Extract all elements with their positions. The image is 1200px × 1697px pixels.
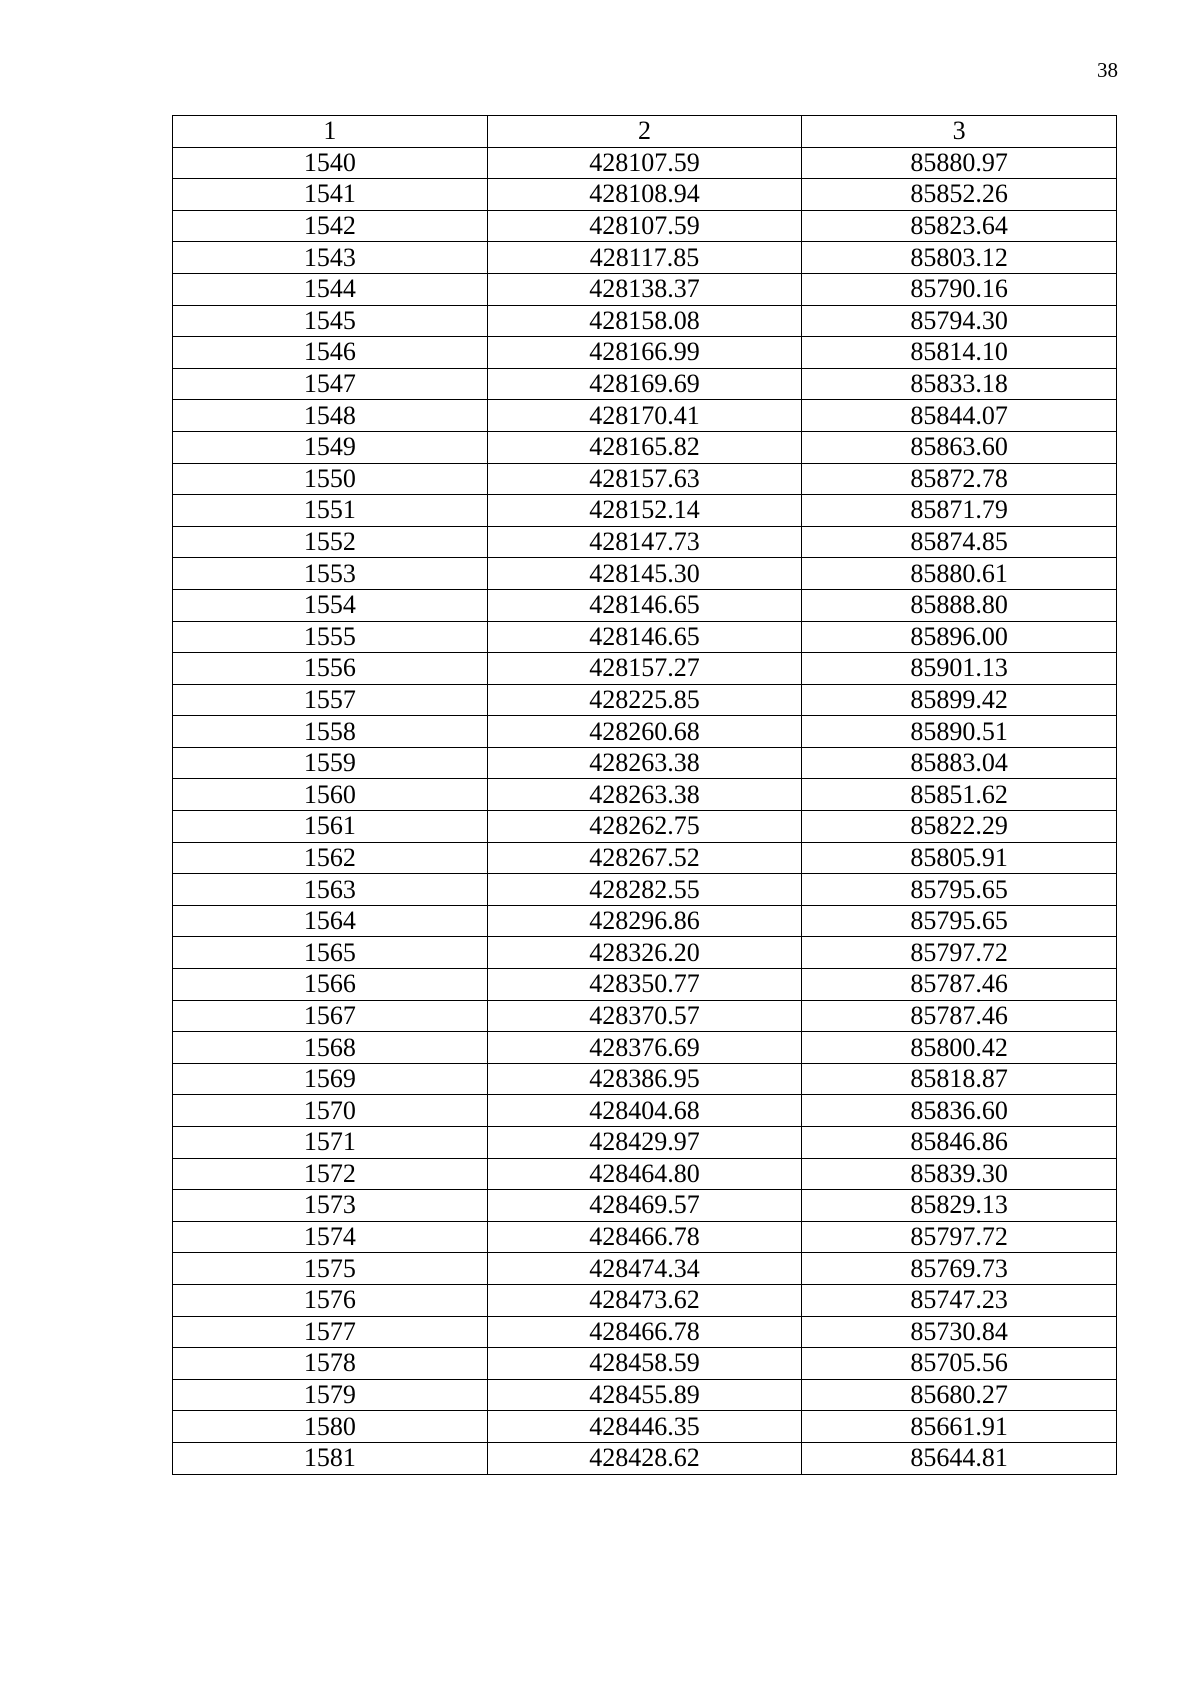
y-coordinate-cell: 85896.00 (802, 621, 1117, 653)
point-number-cell: 1552 (173, 526, 488, 558)
point-number-cell: 1565 (173, 937, 488, 969)
point-number-cell: 1563 (173, 874, 488, 906)
point-number-cell: 1569 (173, 1063, 488, 1095)
x-coordinate-cell: 428458.59 (487, 1348, 802, 1380)
y-coordinate-cell: 85846.86 (802, 1127, 1117, 1159)
table-row (173, 747, 1117, 779)
y-coordinate-cell: 85814.10 (802, 337, 1117, 369)
x-coordinate-cell: 428455.89 (487, 1379, 802, 1411)
table-row (173, 1063, 1117, 1095)
y-coordinate-cell: 85839.30 (802, 1158, 1117, 1190)
table-row (173, 1316, 1117, 1348)
x-coordinate-cell: 428107.59 (487, 147, 802, 179)
x-coordinate-cell: 428469.57 (487, 1190, 802, 1222)
x-coordinate-cell: 428146.65 (487, 621, 802, 653)
y-coordinate-cell: 85852.26 (802, 179, 1117, 211)
y-coordinate-cell: 85880.61 (802, 558, 1117, 590)
x-coordinate-cell: 428146.65 (487, 589, 802, 621)
y-coordinate-cell: 85874.85 (802, 526, 1117, 558)
y-coordinate-cell: 85661.91 (802, 1411, 1117, 1443)
point-number-cell: 1544 (173, 273, 488, 305)
x-coordinate-cell: 428262.75 (487, 811, 802, 843)
x-coordinate-cell: 428282.55 (487, 874, 802, 906)
y-coordinate-cell: 85883.04 (802, 747, 1117, 779)
y-coordinate-cell: 85818.87 (802, 1063, 1117, 1095)
point-number-cell: 1556 (173, 653, 488, 685)
point-number-cell: 1549 (173, 431, 488, 463)
table-row (173, 463, 1117, 495)
point-number-cell: 1579 (173, 1379, 488, 1411)
y-coordinate-cell: 85787.46 (802, 969, 1117, 1001)
y-coordinate-cell: 85795.65 (802, 905, 1117, 937)
point-number-cell: 1574 (173, 1221, 488, 1253)
point-number-cell: 1566 (173, 969, 488, 1001)
table-row (173, 273, 1117, 305)
point-number-cell: 1568 (173, 1032, 488, 1064)
y-coordinate-cell: 85823.64 (802, 210, 1117, 242)
point-number-cell: 1558 (173, 716, 488, 748)
x-coordinate-cell: 428165.82 (487, 431, 802, 463)
x-coordinate-cell: 428473.62 (487, 1284, 802, 1316)
x-coordinate-cell: 428428.62 (487, 1442, 802, 1474)
table-row (173, 842, 1117, 874)
table-row (173, 874, 1117, 906)
point-number-cell: 1560 (173, 779, 488, 811)
x-coordinate-cell: 428225.85 (487, 684, 802, 716)
point-number-cell: 1576 (173, 1284, 488, 1316)
y-coordinate-cell: 85805.91 (802, 842, 1117, 874)
point-number-cell: 1542 (173, 210, 488, 242)
x-coordinate-cell: 428263.38 (487, 747, 802, 779)
x-coordinate-cell: 428145.30 (487, 558, 802, 590)
x-coordinate-cell: 428138.37 (487, 273, 802, 305)
table-row (173, 653, 1117, 685)
point-number-cell: 1543 (173, 242, 488, 274)
column-header-1: 1 (173, 116, 488, 148)
x-coordinate-cell: 428474.34 (487, 1253, 802, 1285)
y-coordinate-cell: 85829.13 (802, 1190, 1117, 1222)
table-row (173, 684, 1117, 716)
point-number-cell: 1554 (173, 589, 488, 621)
y-coordinate-cell: 85747.23 (802, 1284, 1117, 1316)
x-coordinate-cell: 428170.41 (487, 400, 802, 432)
table-row (173, 1411, 1117, 1443)
y-coordinate-cell: 85844.07 (802, 400, 1117, 432)
x-coordinate-cell: 428370.57 (487, 1000, 802, 1032)
x-coordinate-cell: 428446.35 (487, 1411, 802, 1443)
table-row (173, 368, 1117, 400)
table-row (173, 526, 1117, 558)
x-coordinate-cell: 428166.99 (487, 337, 802, 369)
table-row (173, 779, 1117, 811)
point-number-cell: 1540 (173, 147, 488, 179)
y-coordinate-cell: 85800.42 (802, 1032, 1117, 1064)
table-row (173, 811, 1117, 843)
table-row (173, 558, 1117, 590)
point-number-cell: 1545 (173, 305, 488, 337)
y-coordinate-cell: 85797.72 (802, 937, 1117, 969)
table-row (173, 337, 1117, 369)
y-coordinate-cell: 85644.81 (802, 1442, 1117, 1474)
x-coordinate-cell: 428376.69 (487, 1032, 802, 1064)
table-row (173, 1284, 1117, 1316)
y-coordinate-cell: 85880.97 (802, 147, 1117, 179)
x-coordinate-cell: 428466.78 (487, 1316, 802, 1348)
y-coordinate-cell: 85871.79 (802, 495, 1117, 527)
x-coordinate-cell: 428267.52 (487, 842, 802, 874)
table-row (173, 1000, 1117, 1032)
point-number-cell: 1553 (173, 558, 488, 590)
y-coordinate-cell: 85901.13 (802, 653, 1117, 685)
table-row (173, 242, 1117, 274)
y-coordinate-cell: 85836.60 (802, 1095, 1117, 1127)
y-coordinate-cell: 85833.18 (802, 368, 1117, 400)
table-row (173, 179, 1117, 211)
table-row (173, 969, 1117, 1001)
x-coordinate-cell: 428296.86 (487, 905, 802, 937)
table-row (173, 1442, 1117, 1474)
y-coordinate-cell: 85769.73 (802, 1253, 1117, 1285)
point-number-cell: 1546 (173, 337, 488, 369)
header-row (173, 116, 1117, 148)
point-number-cell: 1571 (173, 1127, 488, 1159)
y-coordinate-cell: 85680.27 (802, 1379, 1117, 1411)
table-row (173, 1348, 1117, 1380)
table-row (173, 400, 1117, 432)
table-body (173, 147, 1117, 1474)
x-coordinate-cell: 428169.69 (487, 368, 802, 400)
x-coordinate-cell: 428117.85 (487, 242, 802, 274)
table-row (173, 305, 1117, 337)
point-number-cell: 1551 (173, 495, 488, 527)
point-number-cell: 1575 (173, 1253, 488, 1285)
table-row (173, 1158, 1117, 1190)
y-coordinate-cell: 85795.65 (802, 874, 1117, 906)
point-number-cell: 1572 (173, 1158, 488, 1190)
point-number-cell: 1562 (173, 842, 488, 874)
point-number-cell: 1557 (173, 684, 488, 716)
x-coordinate-cell: 428466.78 (487, 1221, 802, 1253)
point-number-cell: 1567 (173, 1000, 488, 1032)
point-number-cell: 1547 (173, 368, 488, 400)
x-coordinate-cell: 428263.38 (487, 779, 802, 811)
table-header (173, 116, 1117, 148)
y-coordinate-cell: 85863.60 (802, 431, 1117, 463)
point-number-cell: 1580 (173, 1411, 488, 1443)
table-row (173, 431, 1117, 463)
y-coordinate-cell: 85730.84 (802, 1316, 1117, 1348)
y-coordinate-cell: 85890.51 (802, 716, 1117, 748)
x-coordinate-cell: 428260.68 (487, 716, 802, 748)
x-coordinate-cell: 428404.68 (487, 1095, 802, 1127)
x-coordinate-cell: 428158.08 (487, 305, 802, 337)
y-coordinate-cell: 85705.56 (802, 1348, 1117, 1380)
x-coordinate-cell: 428464.80 (487, 1158, 802, 1190)
table-row (173, 1379, 1117, 1411)
x-coordinate-cell: 428386.95 (487, 1063, 802, 1095)
y-coordinate-cell: 85822.29 (802, 811, 1117, 843)
table-row (173, 1253, 1117, 1285)
page-number: 38 (1097, 58, 1118, 82)
point-number-cell: 1550 (173, 463, 488, 495)
point-number-cell: 1577 (173, 1316, 488, 1348)
y-coordinate-cell: 85851.62 (802, 779, 1117, 811)
point-number-cell: 1570 (173, 1095, 488, 1127)
point-number-cell: 1573 (173, 1190, 488, 1222)
table-row (173, 147, 1117, 179)
table-row (173, 937, 1117, 969)
y-coordinate-cell: 85790.16 (802, 273, 1117, 305)
table-row (173, 589, 1117, 621)
table-row (173, 1032, 1117, 1064)
point-number-cell: 1581 (173, 1442, 488, 1474)
x-coordinate-cell: 428147.73 (487, 526, 802, 558)
x-coordinate-cell: 428152.14 (487, 495, 802, 527)
y-coordinate-cell: 85794.30 (802, 305, 1117, 337)
point-number-cell: 1541 (173, 179, 488, 211)
column-header-2: 2 (487, 116, 802, 148)
point-number-cell: 1578 (173, 1348, 488, 1380)
point-number-cell: 1555 (173, 621, 488, 653)
column-header-3: 3 (802, 116, 1117, 148)
x-coordinate-cell: 428326.20 (487, 937, 802, 969)
y-coordinate-cell: 85803.12 (802, 242, 1117, 274)
y-coordinate-cell: 85888.80 (802, 589, 1117, 621)
point-number-cell: 1564 (173, 905, 488, 937)
x-coordinate-cell: 428157.63 (487, 463, 802, 495)
x-coordinate-cell: 428350.77 (487, 969, 802, 1001)
table-row (173, 495, 1117, 527)
y-coordinate-cell: 85899.42 (802, 684, 1117, 716)
table-row (173, 210, 1117, 242)
x-coordinate-cell: 428107.59 (487, 210, 802, 242)
point-number-cell: 1548 (173, 400, 488, 432)
x-coordinate-cell: 428429.97 (487, 1127, 802, 1159)
y-coordinate-cell: 85797.72 (802, 1221, 1117, 1253)
x-coordinate-cell: 428157.27 (487, 653, 802, 685)
y-coordinate-cell: 85872.78 (802, 463, 1117, 495)
table-row (173, 905, 1117, 937)
table-row (173, 621, 1117, 653)
table-row (173, 716, 1117, 748)
x-coordinate-cell: 428108.94 (487, 179, 802, 211)
table-row (173, 1127, 1117, 1159)
table-row (173, 1190, 1117, 1222)
coordinates-table (172, 115, 1117, 1475)
point-number-cell: 1559 (173, 747, 488, 779)
y-coordinate-cell: 85787.46 (802, 1000, 1117, 1032)
table-row (173, 1095, 1117, 1127)
point-number-cell: 1561 (173, 811, 488, 843)
table-row (173, 1221, 1117, 1253)
